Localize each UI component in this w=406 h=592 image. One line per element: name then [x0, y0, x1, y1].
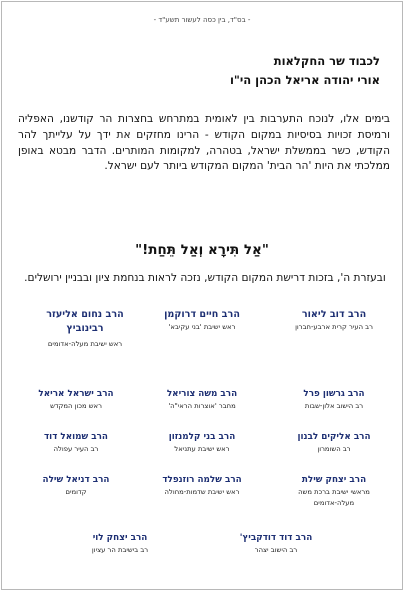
signatory-name: הרב דוב ליאור — [301, 309, 367, 320]
signatory — [12, 474, 140, 498]
signatory-name: הרב יצחק לוי — [92, 533, 148, 543]
slogan: "אַל תִּירָא וְאַל תֵּחַת!" — [135, 242, 269, 258]
letter-body: בימים אלו, לנוכח התערבות בין לאומית במתרחש בחצרות הר קודשנו, האפליה ורמיסת זכויות בסיסיות במקום הקודש - הרינו מחזקים את ידך על עלייתך להר הקודש, כשר בממשלת ישראל, בטהרה, למקומות המותרים. הדבר מבטא באופן ממלכתי את היות 'הר הבית' המקום המקודש ביותר לעם ישראל. — [18, 113, 390, 173]
date-header: - בס"ד, בין כסה לעשור תשע"ד - — [153, 16, 251, 24]
signatory-title: רב הישוב אלון-שבות — [304, 401, 364, 410]
signatory-title: מראשי ישיבת ברכת משה מעלה-אדומים — [298, 487, 370, 507]
recipient-block — [230, 52, 380, 90]
signatory-name: הרב שמואל דוד — [44, 432, 108, 442]
signatory-title: קדומים — [65, 487, 87, 496]
signatory-name: הרב גרשון פרל — [303, 389, 365, 399]
signatory — [270, 308, 398, 333]
signatory-name: הרב בני קלמנזון — [168, 432, 236, 442]
signatory-name: הרב משה צוריאל — [166, 389, 238, 399]
signatory-title: רב העיר עפולה — [53, 444, 99, 453]
signatory — [12, 431, 140, 455]
signatory — [56, 532, 184, 556]
signatory-name: הרב דניאל שילה — [42, 475, 110, 485]
signatory — [12, 388, 140, 412]
signatory — [138, 308, 266, 333]
recipient-title: לכבוד שר החקלאות — [273, 54, 380, 68]
signatory-title: ראש ישיבת שדמות-מחולה — [164, 487, 240, 496]
signatory-title: ראש ישיבת 'בני עקיבא' — [168, 322, 236, 331]
signatory — [270, 474, 398, 509]
signatory — [212, 532, 340, 556]
signatory — [270, 431, 398, 455]
recipient-name: אורי יהודה אריאל הכהן הי"ו — [229, 73, 380, 87]
signatory-name: הרב ישראל אריאל — [38, 389, 114, 399]
signatory-name: הרב נחום אליעזר רבינוביץ — [46, 309, 124, 334]
signatory-name: הרב יצחק שילת — [301, 475, 367, 485]
signatory — [270, 388, 398, 412]
signatory-name: הרב חיים דרוקמן — [164, 309, 240, 320]
signatory-name: הרב דוד דודקביץ' — [239, 533, 313, 543]
signatory-title: ראש ישיבת מעלה-אדומים — [47, 340, 123, 348]
signatory-title: רב השומרון — [317, 444, 351, 453]
signatory — [30, 308, 140, 350]
signatory — [138, 388, 266, 412]
signatory-title: רב הישוב יצהר — [254, 545, 298, 554]
signatory-name: הרב שלמה רוזנפלד — [162, 475, 242, 485]
closing-line: ובעזרת ה', בזכות דרישת המקום הקודש, נזכה לראות בנחמת ציון ובבניין ירושלים. — [24, 272, 386, 284]
signatory-title: רב העיר קרית ארבע-חברון — [295, 322, 373, 331]
signatory — [138, 474, 266, 498]
signatory-title: ראש מכון המקדש — [50, 401, 102, 410]
signatory-title: מחבר 'אוצרות הראי"ה' — [168, 401, 236, 410]
signatory-title: רב בישיבת הר עציון — [91, 545, 149, 554]
signatory-name: הרב אליקים לבנון — [297, 432, 371, 442]
letter-page — [1, 1, 403, 590]
signatory-title: ראש ישיבת עתניאל — [174, 444, 230, 453]
signatory — [138, 431, 266, 455]
